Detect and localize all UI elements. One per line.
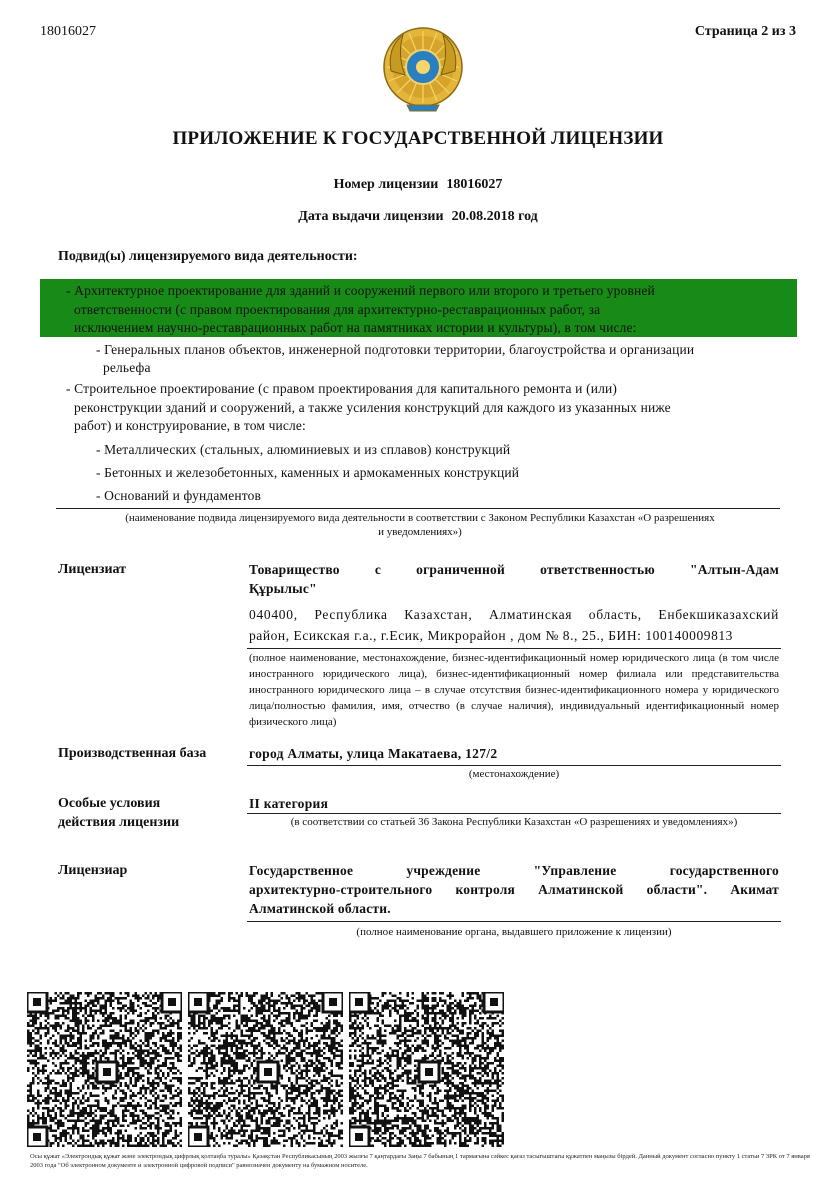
license-date-value: 20.08.2018 год: [451, 209, 538, 224]
qr-code-icon: [188, 992, 343, 1147]
divider: [56, 508, 780, 509]
activity-line: - Бетонных и железобетонных, каменных и армокаменных конструкций: [96, 465, 520, 480]
special-conditions-label: Особые условия: [58, 796, 161, 811]
divider: [247, 648, 781, 649]
activity-line: работ) и конструирование, в том числе:: [74, 418, 306, 433]
activity-line: - Металлических (стальных, алюминиевых и из сплавов) конструкций: [96, 442, 511, 457]
document-number: 18016027: [40, 24, 96, 39]
activity-line: рельефа: [103, 360, 151, 375]
licensor-label: Лицензиар: [58, 863, 128, 878]
licensee-label: Лицензиат: [58, 562, 127, 577]
activities-caption-line: (наименование подвида лицензируемого вида деятельности в соответствии с Законом Республики Казахстан «О разрешениях: [125, 512, 715, 524]
licensee-address-line: 040400, Республика Казахстан, Алматинская область, Енбекшиказахский: [249, 607, 779, 622]
licensee-name-line: Товарищество с ограниченной ответственностью "Алтын-Адам: [249, 562, 779, 577]
licensee-caption: (полное наименование, местонахождение, бизнес-идентификационный номер юридического лица (в том числе иностранного юридического лица), бизнес-идентификационный номер филиала или представительства иностранного юридического лица – в случае отсутствия бизнес-идентификационного номера у юридического лица/полностью фамилия, имя, отчество (в случае наличия), индивидуальный идентификационный номер физического лица): [249, 652, 779, 728]
special-conditions-caption: (в соответствии со статьей 36 Закона Республики Казахстан «О разрешениях и уведомлениях»): [290, 816, 738, 828]
divider: [247, 813, 781, 814]
licensor-name-line: Государственное учреждение "Управление государственного: [249, 863, 779, 878]
page-indicator: Страница 2 из 3: [694, 24, 796, 39]
subtypes-heading: Подвид(ы) лицензируемого вида деятельности:: [58, 249, 358, 264]
activity-line: исключением научно-реставрационных работ на памятниках истории и культуры), в том числе:: [74, 320, 637, 335]
divider: [247, 921, 781, 922]
licensor-name-line: Алматинской области.: [249, 901, 391, 916]
activities-caption-line: и уведомлениях»): [378, 526, 462, 538]
licensee-name-line: Құрылыс": [249, 581, 317, 596]
special-conditions-value: II категория: [249, 796, 329, 811]
document-title: ПРИЛОЖЕНИЕ К ГОСУДАРСТВЕННОЙ ЛИЦЕНЗИИ: [172, 128, 664, 149]
activity-line: - Генеральных планов объектов, инженерной подготовки территории, благоустройства и организации: [96, 342, 695, 357]
special-conditions-label: действия лицензии: [58, 815, 180, 830]
qr-code-icon: [349, 992, 504, 1147]
activity-line: - Оснований и фундаментов: [96, 488, 262, 503]
license-number-value: 18016027: [446, 177, 503, 192]
licensor-name-line: архитектурно-строительного контроля Алматинской области". Акимат: [249, 882, 779, 897]
license-date-label: Дата выдачи лицензии: [298, 209, 444, 224]
production-base-value: город Алматы, улица Макатаева, 127/2: [249, 746, 498, 761]
license-number-row: [0, 177, 836, 193]
production-base-caption: (местонахождение): [468, 768, 560, 780]
activity-line: ответственности (с правом проектирования для архитектурно-реставрационных работ, за: [74, 302, 601, 317]
licensee-address-line: район, Есикская г.а., г.Есик, Микрорайон , дом № 8., 25., БИН: 100140009813: [249, 628, 733, 643]
state-emblem-icon: [381, 25, 465, 113]
license-date-row: [0, 209, 836, 225]
qr-code-icon: [27, 992, 182, 1147]
activity-line: реконструкции зданий и сооружений, а также усиления конструкций для каждого из указанных ниже: [74, 400, 671, 415]
licensor-caption: (полное наименование органа, выдавшего приложение к лицензии): [356, 926, 672, 938]
license-number-label: Номер лицензии: [333, 177, 439, 192]
activity-line: - Строительное проектирование (с правом проектирования для капитального ремонта и (или): [66, 381, 617, 396]
production-base-label: Производственная база: [58, 746, 207, 761]
activity-line: - Архитектурное проектирование для зданий и сооружений первого или второго и третьего уровней: [66, 283, 655, 298]
divider: [247, 765, 781, 766]
footer-legal-note: Осы құжат «Электрондық құжат және электрондық цифрлық қолтаңба туралы» Қазақстан Республикасының 2003 жылғы 7 қаңтардағы Заңы 7 бабының 1 тармағына сәйкес қағаз тасығыштағы құжатпен маңызы бірдей. Данный документ согласно пункту 1 статьи 7 ЗРК от 7 января 2003 года "Об электронном документе и электронной цифровой подписи" равнозначен документу на бумажном носителе.: [30, 1153, 810, 1169]
